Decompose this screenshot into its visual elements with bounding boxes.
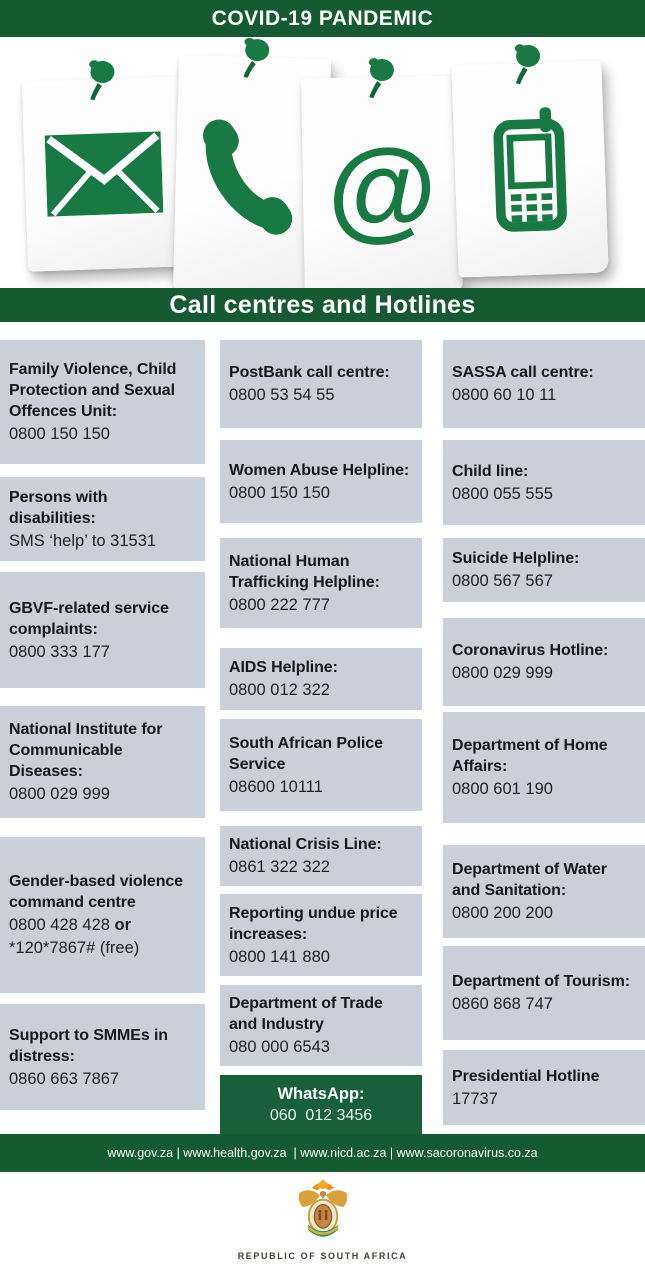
hotline-number: 17737	[452, 1089, 498, 1108]
hotline-title: National Human Trafficking Helpline:	[229, 552, 380, 591]
hotline-title: South African Police Service	[229, 734, 383, 773]
hotline-number: 0800 200 200	[452, 904, 553, 922]
hotline-title: Suicide Helpline:	[452, 550, 580, 567]
footer-bar	[0, 1134, 645, 1172]
whatsapp-card	[220, 1075, 422, 1135]
hotline-title: Department of Water and Sanitation:	[452, 861, 607, 899]
page-title: COVID-19 PANDEMIC	[211, 6, 434, 30]
hotline-number-or: or	[114, 916, 132, 934]
sticky-notes-strip	[0, 37, 645, 288]
hotline-title: Coronavirus Hotline:	[452, 642, 609, 659]
column-left	[0, 340, 205, 1110]
hotline-card	[220, 826, 422, 886]
hotline-title: Reporting undue price increases:	[229, 904, 398, 943]
hotline-number: 0800 150 150	[229, 483, 330, 502]
at-icon: @	[326, 125, 438, 252]
pushpin-icon	[235, 35, 274, 80]
hotline-title: National Institute for Communicable Diseases:	[9, 721, 163, 780]
hotline-number: 0860 868 747	[452, 995, 553, 1013]
hotline-card	[443, 538, 645, 602]
hotline-number: 0800 53 54 55	[229, 386, 335, 404]
hotline-card	[220, 440, 422, 523]
hotline-title: Support to SMMEs in distress:	[9, 1026, 168, 1065]
hotline-number: 0800 150 150	[9, 425, 110, 443]
footer-websites: www.gov.za | www.health.gov.za | www.nicd.ac.za | www.sacoronavirus.co.za	[107, 1146, 538, 1160]
hotline-number-part: 0800 428 428	[9, 916, 110, 934]
hotline-number: *120*7867# (free)	[9, 939, 140, 957]
hotline-title: SASSA call centre:	[452, 364, 594, 381]
hotline-number: 0800 012 322	[229, 681, 330, 699]
hotline-title: Department of Trade and Industry	[229, 995, 383, 1033]
hotline-number: 0800 029 999	[9, 785, 110, 803]
sticky-note-at	[301, 76, 463, 297]
hotline-number: 0800 567 567	[452, 572, 553, 590]
sticky-note-envelope	[22, 76, 187, 271]
hotline-title: Persons with disabilities:	[9, 488, 108, 527]
south-africa-coat-of-arms	[292, 1178, 354, 1246]
hotline-number: 08600 10111	[229, 777, 323, 796]
hotline-number: 0800 141 880	[229, 947, 330, 966]
hotline-title: Women Abuse Helpline:	[229, 461, 410, 479]
column-right	[443, 340, 645, 1125]
hotline-title: GBVF-related service complaints:	[9, 599, 169, 638]
footer-emblem-section	[0, 1178, 645, 1261]
hotline-card	[443, 946, 645, 1040]
hotline-card	[220, 719, 422, 811]
hotline-card	[443, 340, 645, 428]
hotline-title: Gender-based violence command centre	[9, 873, 183, 911]
hotline-title: AIDS Helpline:	[229, 659, 338, 676]
mobile-phone-icon	[485, 104, 575, 235]
envelope-icon	[45, 131, 164, 217]
hotline-card	[0, 1004, 205, 1110]
hotline-grid	[0, 322, 645, 1135]
pushpin-icon	[507, 40, 547, 85]
hotline-number: 0800 029 999	[452, 664, 553, 682]
hotline-card	[443, 845, 645, 938]
phone-icon	[196, 98, 308, 251]
hotline-card	[443, 1050, 645, 1125]
hotline-card	[220, 538, 422, 628]
hotline-card	[443, 440, 645, 525]
hotline-card	[220, 894, 422, 976]
hotline-number: 0860 663 7867	[9, 1069, 120, 1088]
hotline-number: 0800 222 777	[229, 595, 330, 614]
hotline-title: Family Violence, Child Protection and Sexual Offences Unit:	[9, 361, 177, 420]
hotline-title: Department of Tourism:	[452, 973, 630, 990]
hotline-card	[220, 985, 422, 1066]
hotline-title: National Crisis Line:	[229, 836, 382, 853]
sticky-note-mobile	[451, 60, 608, 277]
hotline-card	[0, 572, 205, 688]
whatsapp-number: 060 012 3456	[269, 1107, 373, 1124]
hotline-card	[443, 712, 645, 823]
hotline-card	[220, 340, 422, 428]
pushpin-icon	[81, 56, 121, 101]
hotline-card	[0, 837, 205, 993]
hotline-card	[220, 648, 422, 710]
column-middle	[220, 340, 422, 1135]
hotline-card	[0, 706, 205, 818]
hotline-card	[0, 477, 205, 561]
hotline-card	[443, 618, 645, 706]
hotline-number: SMS ‘help’ to 31531	[9, 531, 157, 550]
hotline-card	[0, 340, 205, 464]
hotline-title: Department of Home Affairs:	[452, 737, 608, 775]
pushpin-icon	[361, 55, 400, 100]
country-name: REPUBLIC OF SOUTH AFRICA	[237, 1251, 408, 1261]
hotline-number	[9, 914, 195, 936]
header-bar	[0, 0, 645, 37]
whatsapp-label: WhatsApp:	[277, 1085, 365, 1103]
hotline-number: 0800 055 555	[452, 484, 553, 503]
hotline-number: 0800 333 177	[9, 642, 110, 661]
hotline-title: PostBank call centre:	[229, 364, 390, 381]
hotline-number: 0800 601 190	[452, 780, 553, 798]
hotline-title: Child line:	[452, 462, 529, 480]
section-banner	[0, 288, 645, 322]
hotline-number: 0861 322 322	[229, 858, 330, 876]
hotline-number: 080 000 6543	[229, 1038, 330, 1056]
section-title: Call centres and Hotlines	[169, 290, 476, 319]
hotline-title: Presidential Hotline	[452, 1067, 600, 1085]
hotline-number: 0800 60 10 11	[452, 386, 557, 404]
